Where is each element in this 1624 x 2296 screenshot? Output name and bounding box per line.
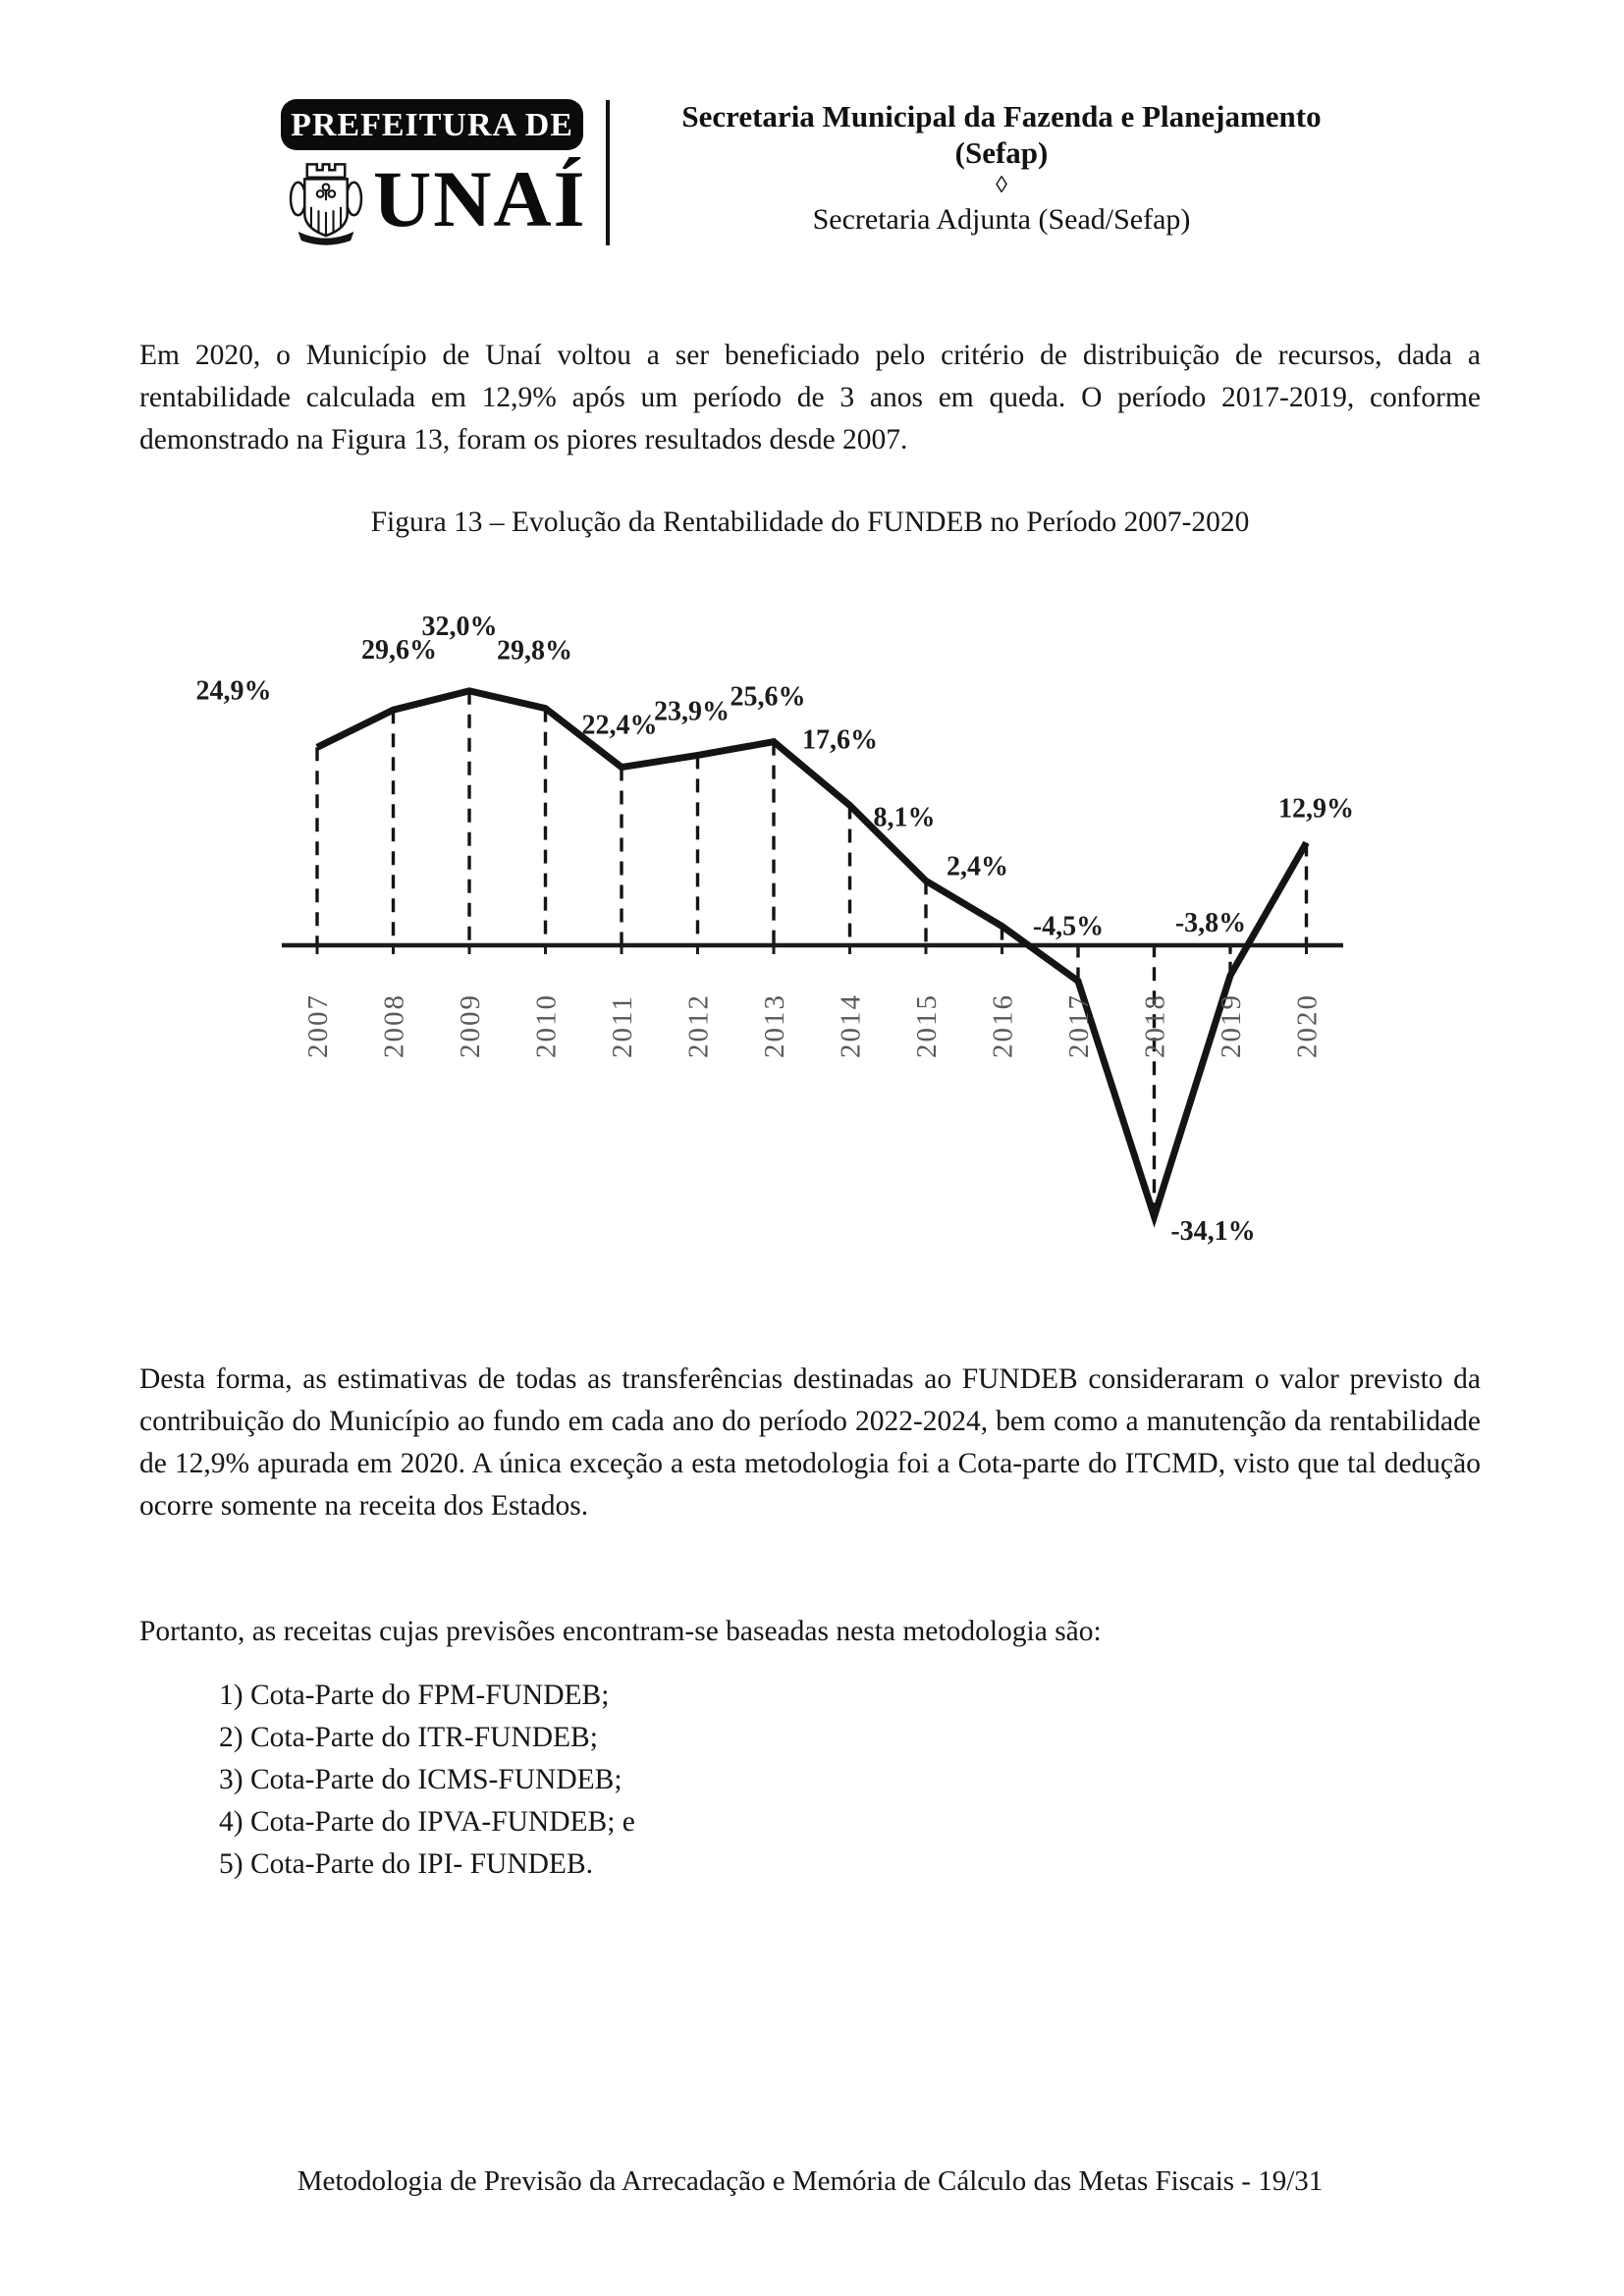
header-divider [606,100,610,245]
revenue-list [219,1675,635,1886]
list-item: 1) Cota-Parte do FPM-FUNDEB; [219,1680,610,1711]
list-item: 3) Cota-Parte do ICMS-FUNDEB; [219,1764,623,1795]
department-line3: Secretaria Adjunta (Sead/Sefap) [812,203,1191,236]
value-label-2013: 25,6% [730,681,806,713]
value-label-2018: -34,1% [1170,1216,1256,1248]
series-line [317,691,1307,1216]
list-item: 5) Cota-Parte do IPI- FUNDEB. [219,1848,593,1880]
value-label-2008: 29,6% [361,635,437,667]
value-label-2007: 24,9% [195,675,272,707]
value-label-2016: 2,4% [947,851,1008,882]
year-label-2014: 2014 [835,993,867,1058]
value-label-2014: 17,6% [802,724,878,756]
department-line1: Secretaria Municipal da Fazenda e Planejamento [681,99,1322,133]
value-label-2011: 22,4% [581,710,658,741]
value-label-2015: 8,1% [873,802,936,833]
year-label-2016: 2016 [987,993,1019,1058]
value-label-2010: 29,8% [497,635,572,667]
year-label-2015: 2015 [911,993,943,1058]
paragraph-list-intro: Portanto, as receitas cujas previsões encontram-se baseadas nesta metodologia são: [139,1616,1102,1647]
chart-canvas [0,589,1624,1320]
year-label-2017: 2017 [1063,993,1095,1058]
year-label-2012: 2012 [682,993,715,1058]
department-header [630,98,1373,240]
list-item: 2) Cota-Parte do ITR-FUNDEB; [219,1722,598,1753]
diamond-icon: ◊ [996,173,1007,198]
year-label-2013: 2013 [759,993,790,1058]
value-label-2019: -3,8% [1174,907,1247,938]
year-label-2019: 2019 [1216,993,1247,1058]
year-label-2018: 2018 [1139,993,1171,1058]
year-label-2007: 2007 [302,993,334,1058]
year-label-2020: 2020 [1291,993,1324,1058]
year-label-2008: 2008 [378,993,410,1058]
paragraph-intro: Em 2020, o Município de Unaí voltou a ser beneficiado pelo critério de distribuição de recursos, dada a rentabilidade calculada em 12,9% após um período de 3 anos em queda. O período 2017-2019, conforme demonstrado na Figura 13, foram os piores resultados desde 2007. [139,340,1481,455]
fundeb-line-chart [0,589,1624,1320]
value-label-2020: 12,9% [1278,793,1354,825]
value-label-2017: -4,5% [1032,911,1105,942]
city-name: UNAÍ [373,154,587,243]
department-line2: (Sefap) [954,135,1049,170]
prefeitura-badge: PREFEITURA DE [281,99,583,150]
year-label-2010: 2010 [530,993,563,1058]
year-label-2009: 2009 [455,993,486,1058]
page-footer: Metodologia de Previsão da Arrecadação e Memória de Cálculo das Metas Fiscais - 19/31 [297,2165,1324,2197]
value-label-2009: 32,0% [421,611,498,642]
list-item: 4) Cota-Parte do IPVA-FUNDEB; e [219,1806,635,1838]
figure-caption: Figura 13 – Evolução da Rentabilidade do FUNDEB no Período 2007-2020 [370,507,1250,538]
year-label-2011: 2011 [607,994,638,1058]
unai-coat-of-arms-icon [284,156,368,246]
paragraph-methodology: Desta forma, as estimativas de todas as transferências destinadas ao FUNDEB consideraram o valor previsto da contribuição do Município ao fundo em cada ano do período 2022-2024, bem como a manutenção da rentabilidade de 12,9% apurada em 2020. A única exceção a esta metodologia foi a Cota-parte do ITCMD, visto que tal dedução ocorre somente na receita dos Estados. [139,1363,1481,1522]
value-label-2012: 23,9% [654,696,730,727]
